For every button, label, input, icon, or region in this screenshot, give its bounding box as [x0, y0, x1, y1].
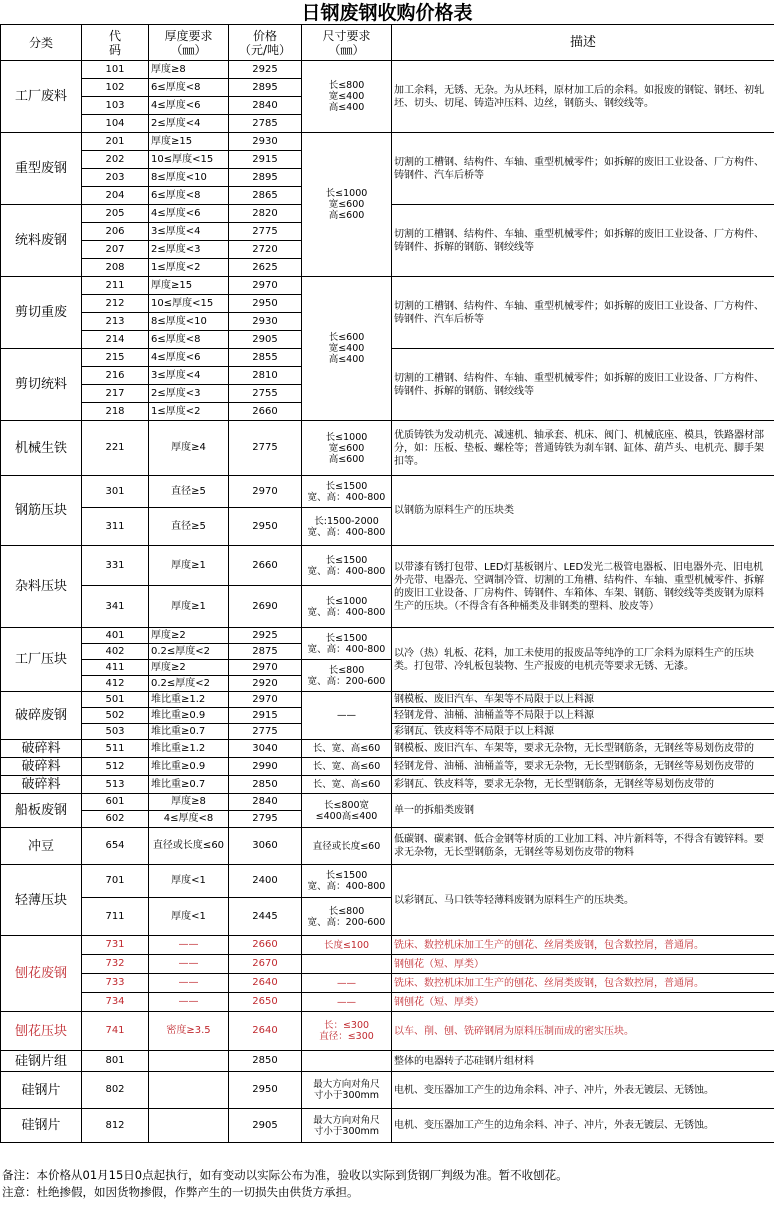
size-cell: [302, 1012, 392, 1051]
header-code-line2: 码: [108, 42, 121, 57]
category-cell: 破碎料: [1, 740, 82, 758]
table-row: [1, 865, 774, 898]
price-cell: 2775: [229, 421, 302, 476]
header-size: [302, 25, 392, 61]
code-cell: 201: [82, 133, 149, 151]
size-line: 宽、高：400-800: [307, 881, 386, 892]
table-row: [1, 546, 774, 586]
size-line: 宽、高：400-800: [307, 606, 386, 618]
code-cell: 601: [82, 794, 149, 811]
thickness-cell: 2≤厚度<3: [149, 385, 229, 403]
header-size-line1: 尺寸要求: [322, 28, 371, 43]
size-line: 直径：≤300: [319, 1031, 374, 1042]
header-price-line1: 价格: [252, 28, 277, 43]
size-cell: ——: [302, 692, 392, 740]
size-line: 长≤800: [328, 80, 365, 91]
size-cell: [302, 546, 392, 586]
footer-notes: [2, 1167, 774, 1201]
code-cell: 503: [82, 724, 149, 740]
thickness-cell: 厚度<1: [149, 865, 229, 898]
size-cell: 长、宽、高≤60: [302, 740, 392, 758]
description-cell: 以冷（热）轧板、花料，加工未使用的报废品等纯净的工厂余料为原料生产的压块类。打包带、冷轧板包装物、生产报废的电机壳等要求无锈、无漆。: [392, 628, 774, 692]
code-cell: 732: [82, 955, 149, 974]
table-row: [1, 1072, 774, 1109]
category-cell: 破碎废钢: [1, 692, 82, 740]
table-row: [1, 828, 774, 865]
category-cell: 冲豆: [1, 828, 82, 865]
thickness-cell: 4≤厚度<6: [149, 205, 229, 223]
thickness-cell: 堆比重≥1.2: [149, 692, 229, 708]
thickness-cell: 厚度≥8: [149, 61, 229, 79]
code-cell: 204: [82, 187, 149, 205]
price-cell: 2670: [229, 955, 302, 974]
thickness-cell: 6≤厚度<8: [149, 79, 229, 97]
thickness-cell: 堆比重≥0.9: [149, 758, 229, 776]
remark-note: 备注：本价格从01月15日0点起执行，如有变动以实际公布为准，验收以实际到货钢厂判级为准。暂不收刨花。: [2, 1168, 568, 1182]
code-cell: 701: [82, 865, 149, 898]
thickness-cell: 直径≥5: [149, 508, 229, 546]
price-cell: 2755: [229, 385, 302, 403]
price-table: [0, 24, 774, 1143]
price-cell: 2990: [229, 758, 302, 776]
category-cell: 破碎料: [1, 776, 82, 794]
header-thickness-line2: （㎜）: [170, 42, 207, 57]
thickness-cell: ——: [149, 993, 229, 1012]
size-line: 宽、高：400-800: [307, 643, 386, 655]
size-line: 最大方向对角尺: [313, 1114, 380, 1126]
category-cell: 钢筋压块: [1, 476, 82, 546]
size-cell: [302, 476, 392, 508]
thickness-cell: 0.2≤厚度<2: [149, 676, 229, 692]
size-cell: [302, 277, 392, 421]
code-cell: 711: [82, 898, 149, 936]
price-cell: 2970: [229, 660, 302, 676]
size-line: 长≤800宽: [323, 799, 370, 811]
table-row: [1, 740, 774, 758]
description-cell: 以车、削、刨、铣碎钢屑为原料压制而成的密实压块。: [392, 1012, 774, 1051]
category-cell: 剪切统料: [1, 349, 82, 421]
category-cell: 机械生铁: [1, 421, 82, 476]
code-cell: 214: [82, 331, 149, 349]
description-cell: 以带漆有锈打包带、LED灯基板钢片、LED发光二极管电器板、旧电器外壳、旧电机外壳带、电器壳、空调制冷管、切割的工角槽、结构件、车轴、重型机械零件、拆解的废旧工业设备、厂房构件、铸钢件、车箱体、车架、钢筋、钢绞线等类废钢为原料生产的压块。（不得含有各种桶类及非钢类的塑料、胶皮等）: [392, 546, 774, 628]
thickness-cell: 3≤厚度<4: [149, 367, 229, 385]
thickness-cell: 4≤厚度<8: [149, 811, 229, 828]
thickness-cell: 0.2≤厚度<2: [149, 644, 229, 660]
size-cell: [302, 61, 392, 133]
price-cell: 2905: [229, 331, 302, 349]
table-row: [1, 936, 774, 955]
category-cell: 硅钢片: [1, 1072, 82, 1109]
header-code: [82, 25, 149, 61]
size-cell: [302, 421, 392, 476]
description-cell: 钢模板、废旧汽车、车架等不局限于以上料源: [392, 692, 774, 708]
size-line: 高≤400: [328, 102, 365, 113]
price-cell: 2400: [229, 865, 302, 898]
size-cell: 长、宽、高≤60: [302, 758, 392, 776]
description-cell: 钢模板、废旧汽车、车架等，要求无杂物，无长型钢筋条，无钢丝等易划伤皮带的: [392, 740, 774, 758]
thickness-cell: 2≤厚度<4: [149, 115, 229, 133]
table-row: [1, 61, 774, 79]
price-cell: 2640: [229, 974, 302, 993]
size-cell: 直径或长度≤60: [302, 828, 392, 865]
thickness-cell: 直径或长度≤60: [149, 828, 229, 865]
size-line: 高≤400: [328, 354, 365, 365]
size-cell: [302, 586, 392, 628]
code-cell: 733: [82, 974, 149, 993]
thickness-cell: [149, 1051, 229, 1072]
code-cell: 216: [82, 367, 149, 385]
price-cell: 2875: [229, 644, 302, 660]
table-row: [1, 955, 774, 974]
header-price-line2: （元/吨）: [238, 42, 292, 57]
code-cell: 311: [82, 508, 149, 546]
table-row: [1, 776, 774, 794]
size-line: ≤400高≤400: [315, 810, 378, 822]
size-cell: [302, 1051, 392, 1072]
table-row: [1, 974, 774, 993]
price-cell: 2950: [229, 508, 302, 546]
thickness-cell: [149, 1109, 229, 1143]
size-cell: [302, 794, 392, 828]
size-line: 宽≤400: [328, 343, 365, 354]
category-cell: 硅钢片组: [1, 1051, 82, 1072]
table-row: [1, 758, 774, 776]
size-line: 宽、高：200-600: [307, 916, 386, 928]
price-cell: 2660: [229, 403, 302, 421]
size-line: 长≤600: [328, 332, 365, 343]
description-cell: 铣床、数控机床加工生产的刨花、丝屑类废钢，包含数控屑，普通屑。: [392, 936, 774, 955]
size-line: 长≤1500: [325, 632, 368, 644]
table-row: [1, 628, 774, 644]
code-cell: 502: [82, 708, 149, 724]
thickness-cell: 3≤厚度<4: [149, 223, 229, 241]
category-cell: 重型废钢: [1, 133, 82, 205]
header-row: [1, 25, 774, 61]
size-cell: 长度≤100: [302, 936, 392, 955]
description-cell: 以钢筋为原料生产的压块类: [392, 476, 774, 546]
category-cell: 刨花压块: [1, 1012, 82, 1051]
price-cell: 2785: [229, 115, 302, 133]
description-cell: 整体的电器转子芯硅钢片组材料: [392, 1051, 774, 1072]
header-price: [229, 25, 302, 61]
table-row: [1, 421, 774, 476]
thickness-cell: 6≤厚度<8: [149, 187, 229, 205]
size-cell: [302, 1072, 392, 1109]
price-cell: 2970: [229, 277, 302, 295]
price-cell: 2795: [229, 811, 302, 828]
size-line: 宽、高：400-800: [307, 526, 386, 538]
code-cell: 206: [82, 223, 149, 241]
thickness-cell: 厚度≥8: [149, 794, 229, 811]
table-row: [1, 476, 774, 508]
page-title: 日钢废钢收购价格表: [301, 2, 473, 24]
price-cell: 2625: [229, 259, 302, 277]
code-cell: 411: [82, 660, 149, 676]
header-size-line2: （㎜）: [328, 42, 365, 57]
category-cell: 杂料压块: [1, 546, 82, 628]
size-cell: [302, 865, 392, 898]
code-cell: 208: [82, 259, 149, 277]
price-cell: 2720: [229, 241, 302, 259]
size-cell: [302, 1109, 392, 1143]
price-cell: 3060: [229, 828, 302, 865]
table-row: [1, 1109, 774, 1143]
header-description: 描述: [392, 25, 774, 61]
price-cell: 2895: [229, 169, 302, 187]
thickness-cell: 堆比重≥0.7: [149, 776, 229, 794]
size-line: 高≤600: [328, 210, 365, 221]
code-cell: 218: [82, 403, 149, 421]
thickness-cell: 8≤厚度<10: [149, 313, 229, 331]
size-line: 长≤800: [328, 905, 365, 917]
thickness-cell: 10≤厚度<15: [149, 295, 229, 313]
size-line: 高≤600: [328, 453, 365, 465]
size-cell: [302, 508, 392, 546]
price-cell: 3040: [229, 740, 302, 758]
category-cell: 船板废钢: [1, 794, 82, 828]
category-cell: 工厂压块: [1, 628, 82, 692]
thickness-cell: 2≤厚度<3: [149, 241, 229, 259]
thickness-cell: 8≤厚度<10: [149, 169, 229, 187]
price-cell: 2950: [229, 1072, 302, 1109]
price-cell: 2850: [229, 1051, 302, 1072]
size-cell: ——: [302, 993, 392, 1012]
price-cell: 2905: [229, 1109, 302, 1143]
code-cell: 812: [82, 1109, 149, 1143]
code-cell: 207: [82, 241, 149, 259]
price-cell: 2930: [229, 133, 302, 151]
table-row: [1, 993, 774, 1012]
price-cell: 2850: [229, 776, 302, 794]
size-cell: [302, 628, 392, 660]
code-cell: 102: [82, 79, 149, 97]
price-cell: 2930: [229, 313, 302, 331]
size-cell: [302, 133, 392, 277]
thickness-cell: 厚度≥2: [149, 660, 229, 676]
code-cell: 654: [82, 828, 149, 865]
thickness-cell: 密度≥3.5: [149, 1012, 229, 1051]
thickness-cell: 厚度≥1: [149, 546, 229, 586]
category-cell: 轻薄压块: [1, 865, 82, 936]
price-cell: 2775: [229, 223, 302, 241]
code-cell: 212: [82, 295, 149, 313]
code-cell: 412: [82, 676, 149, 692]
category-cell: 统料废钢: [1, 205, 82, 277]
code-cell: 103: [82, 97, 149, 115]
code-cell: 217: [82, 385, 149, 403]
description-cell: 以彩钢瓦、马口铁等轻薄料废钢为原料生产的压块类。: [392, 865, 774, 936]
thickness-cell: 厚度≥1: [149, 586, 229, 628]
price-cell: 2925: [229, 61, 302, 79]
description-cell: 切割的工槽钢、结构件、车轴、重型机械零件；如拆解的废旧工业设备、厂方构件、铸钢件、汽车后桥等: [392, 133, 774, 205]
category-cell: 硅钢片: [1, 1109, 82, 1143]
price-cell: 2895: [229, 79, 302, 97]
description-cell: 切割的工槽钢、结构件、车轴、重型机械零件；如拆解的废旧工业设备、厂方构件、铸钢件、拆解的钢筋、钢绞线等: [392, 205, 774, 277]
description-cell: 加工余料，无锈、无杂。为从坯料，原材加工后的余料。如报废的钢锭、钢坯、初轧坯、切头、切尾、铸造冲压料、边丝，钢筋头、钢绞线等。: [392, 61, 774, 133]
description-cell: 单一的拆船类废钢: [392, 794, 774, 828]
description-cell: 钢刨花（短、厚类）: [392, 993, 774, 1012]
thickness-cell: ——: [149, 974, 229, 993]
code-cell: 401: [82, 628, 149, 644]
category-cell: 破碎料: [1, 758, 82, 776]
price-cell: 2640: [229, 1012, 302, 1051]
thickness-cell: 厚度≥4: [149, 421, 229, 476]
size-line: 最大方向对角尺: [313, 1079, 380, 1090]
description-cell: 切割的工槽钢、结构件、车轴、重型机械零件；如拆解的废旧工业设备、厂方构件、铸钢件、拆解的钢筋、钢绞线等: [392, 349, 774, 421]
size-line: 寸小于300mm: [313, 1125, 380, 1137]
size-line: 宽、高：400-800: [307, 491, 386, 503]
category-cell: 工厂废料: [1, 61, 82, 133]
thickness-cell: ——: [149, 936, 229, 955]
thickness-cell: 直径≥5: [149, 476, 229, 508]
price-cell: 2855: [229, 349, 302, 367]
header-code-line1: 代: [108, 28, 121, 43]
thickness-cell: 6≤厚度<8: [149, 331, 229, 349]
code-cell: 512: [82, 758, 149, 776]
code-cell: 402: [82, 644, 149, 660]
price-cell: 2950: [229, 295, 302, 313]
description-cell: 铣床、数控机床加工生产的刨花、丝屑类废钢，包含数控屑，普通屑。: [392, 974, 774, 993]
size-cell: 长、宽、高≤60: [302, 776, 392, 794]
size-line: 长≤1000: [325, 188, 368, 199]
price-cell: 2660: [229, 936, 302, 955]
size-line: 长≤1000: [325, 595, 368, 607]
thickness-cell: 堆比重≥1.2: [149, 740, 229, 758]
description-cell: 低碳钢、碳素钢、低合金钢等材质的工业加工料、冲片新料等，不得含有镀锌料。要求无杂物，无长型钢筋条，无钢丝等易划伤皮带的物料: [392, 828, 774, 865]
price-cell: 2915: [229, 151, 302, 169]
code-cell: 301: [82, 476, 149, 508]
thickness-cell: 堆比重≥0.9: [149, 708, 229, 724]
description-cell: 轻钢龙骨、油桶、油桶盖等不局限于以上料源: [392, 708, 774, 724]
code-cell: 602: [82, 811, 149, 828]
price-cell: 2810: [229, 367, 302, 385]
price-cell: 2820: [229, 205, 302, 223]
size-line: 长:1500-2000: [314, 515, 379, 527]
thickness-cell: 厚度≥15: [149, 133, 229, 151]
thickness-cell: 厚度<1: [149, 898, 229, 936]
description-cell: 彩钢瓦、铁皮料等，要求无杂物，无长型钢筋条，无钢丝等易划伤皮带的: [392, 776, 774, 794]
table-row: [1, 794, 774, 811]
description-cell: 电机、变压器加工产生的边角余料、冲子、冲片，外表无镀层、无锈蚀。: [392, 1109, 774, 1143]
price-cell: 2970: [229, 476, 302, 508]
price-cell: 2925: [229, 628, 302, 644]
size-line: 宽≤600: [328, 442, 365, 454]
table-row: [1, 133, 774, 151]
price-cell: 2865: [229, 187, 302, 205]
description-cell: 电机、变压器加工产生的边角余料、冲子、冲片，外表无镀层、无锈蚀。: [392, 1072, 774, 1109]
size-cell: [302, 898, 392, 936]
description-cell: 彩钢瓦、铁皮料等不局限于以上料源: [392, 724, 774, 740]
table-row: [1, 1012, 774, 1051]
size-line: 长：≤300: [323, 1020, 370, 1031]
description-cell: 优质铸铁为发动机壳、减速机、轴承套、机床、阀门、机械底座、模具，铁路器材部分，如：压板、垫板、螺栓等；普通铸铁为刹车钢、缸体、葫芦头、电机壳、脚手架扣等。: [392, 421, 774, 476]
thickness-cell: [149, 1072, 229, 1109]
thickness-cell: ——: [149, 955, 229, 974]
price-cell: 2840: [229, 97, 302, 115]
size-line: 长≤800: [328, 664, 365, 676]
thickness-cell: 厚度≥2: [149, 628, 229, 644]
price-cell: 2445: [229, 898, 302, 936]
code-cell: 734: [82, 993, 149, 1012]
code-cell: 104: [82, 115, 149, 133]
price-cell: 2970: [229, 692, 302, 708]
header-category: 分类: [1, 25, 82, 61]
price-cell: 2915: [229, 708, 302, 724]
price-cell: 2650: [229, 993, 302, 1012]
category-cell: 刨花废钢: [1, 936, 82, 1012]
table-row: [1, 277, 774, 295]
size-line: 长≤1500: [325, 870, 368, 881]
size-line: 长≤1500: [325, 480, 368, 492]
price-cell: 2920: [229, 676, 302, 692]
warning-note: 注意：杜绝掺假，如因货物掺假，作弊产生的一切损失由供货方承担。: [2, 1185, 359, 1199]
code-cell: 205: [82, 205, 149, 223]
thickness-cell: 4≤厚度<6: [149, 349, 229, 367]
thickness-cell: 10≤厚度<15: [149, 151, 229, 169]
category-cell: 剪切重废: [1, 277, 82, 349]
code-cell: 202: [82, 151, 149, 169]
table-row: [1, 1051, 774, 1072]
size-line: 宽、高：200-600: [307, 675, 386, 687]
code-cell: 221: [82, 421, 149, 476]
description-cell: 切割的工槽钢、结构件、车轴、重型机械零件；如拆解的废旧工业设备、厂方构件、铸钢件、汽车后桥等: [392, 277, 774, 349]
header-thickness: [149, 25, 229, 61]
code-cell: 741: [82, 1012, 149, 1051]
thickness-cell: 4≤厚度<6: [149, 97, 229, 115]
thickness-cell: 堆比重≥0.7: [149, 724, 229, 740]
code-cell: 513: [82, 776, 149, 794]
size-line: 宽、高：400-800: [307, 565, 386, 577]
thickness-cell: 厚度≥15: [149, 277, 229, 295]
code-cell: 203: [82, 169, 149, 187]
description-cell: 轻钢龙骨、油桶、油桶盖等，要求无杂物，无长型钢筋条，无钢丝等易划伤皮带的: [392, 758, 774, 776]
code-cell: 501: [82, 692, 149, 708]
thickness-cell: 1≤厚度<2: [149, 403, 229, 421]
code-cell: 801: [82, 1051, 149, 1072]
size-line: 寸小于300mm: [313, 1090, 380, 1101]
code-cell: 101: [82, 61, 149, 79]
size-cell: [302, 955, 392, 974]
price-cell: 2660: [229, 546, 302, 586]
size-line: 宽≤600: [328, 199, 365, 210]
size-line: 长≤1000: [325, 431, 368, 443]
code-cell: 213: [82, 313, 149, 331]
code-cell: 802: [82, 1072, 149, 1109]
code-cell: 211: [82, 277, 149, 295]
header-thickness-line1: 厚度要求: [164, 28, 213, 43]
price-cell: 2775: [229, 724, 302, 740]
table-row: [1, 692, 774, 708]
code-cell: 511: [82, 740, 149, 758]
size-line: 宽≤400: [328, 91, 365, 102]
code-cell: 341: [82, 586, 149, 628]
size-cell: ——: [302, 974, 392, 993]
size-cell: [302, 660, 392, 692]
thickness-cell: 1≤厚度<2: [149, 259, 229, 277]
code-cell: 331: [82, 546, 149, 586]
size-line: 长≤1500: [325, 554, 368, 566]
price-cell: 2840: [229, 794, 302, 811]
code-cell: 731: [82, 936, 149, 955]
description-cell: 钢刨花（短、厚类）: [392, 955, 774, 974]
code-cell: 215: [82, 349, 149, 367]
price-cell: 2690: [229, 586, 302, 628]
